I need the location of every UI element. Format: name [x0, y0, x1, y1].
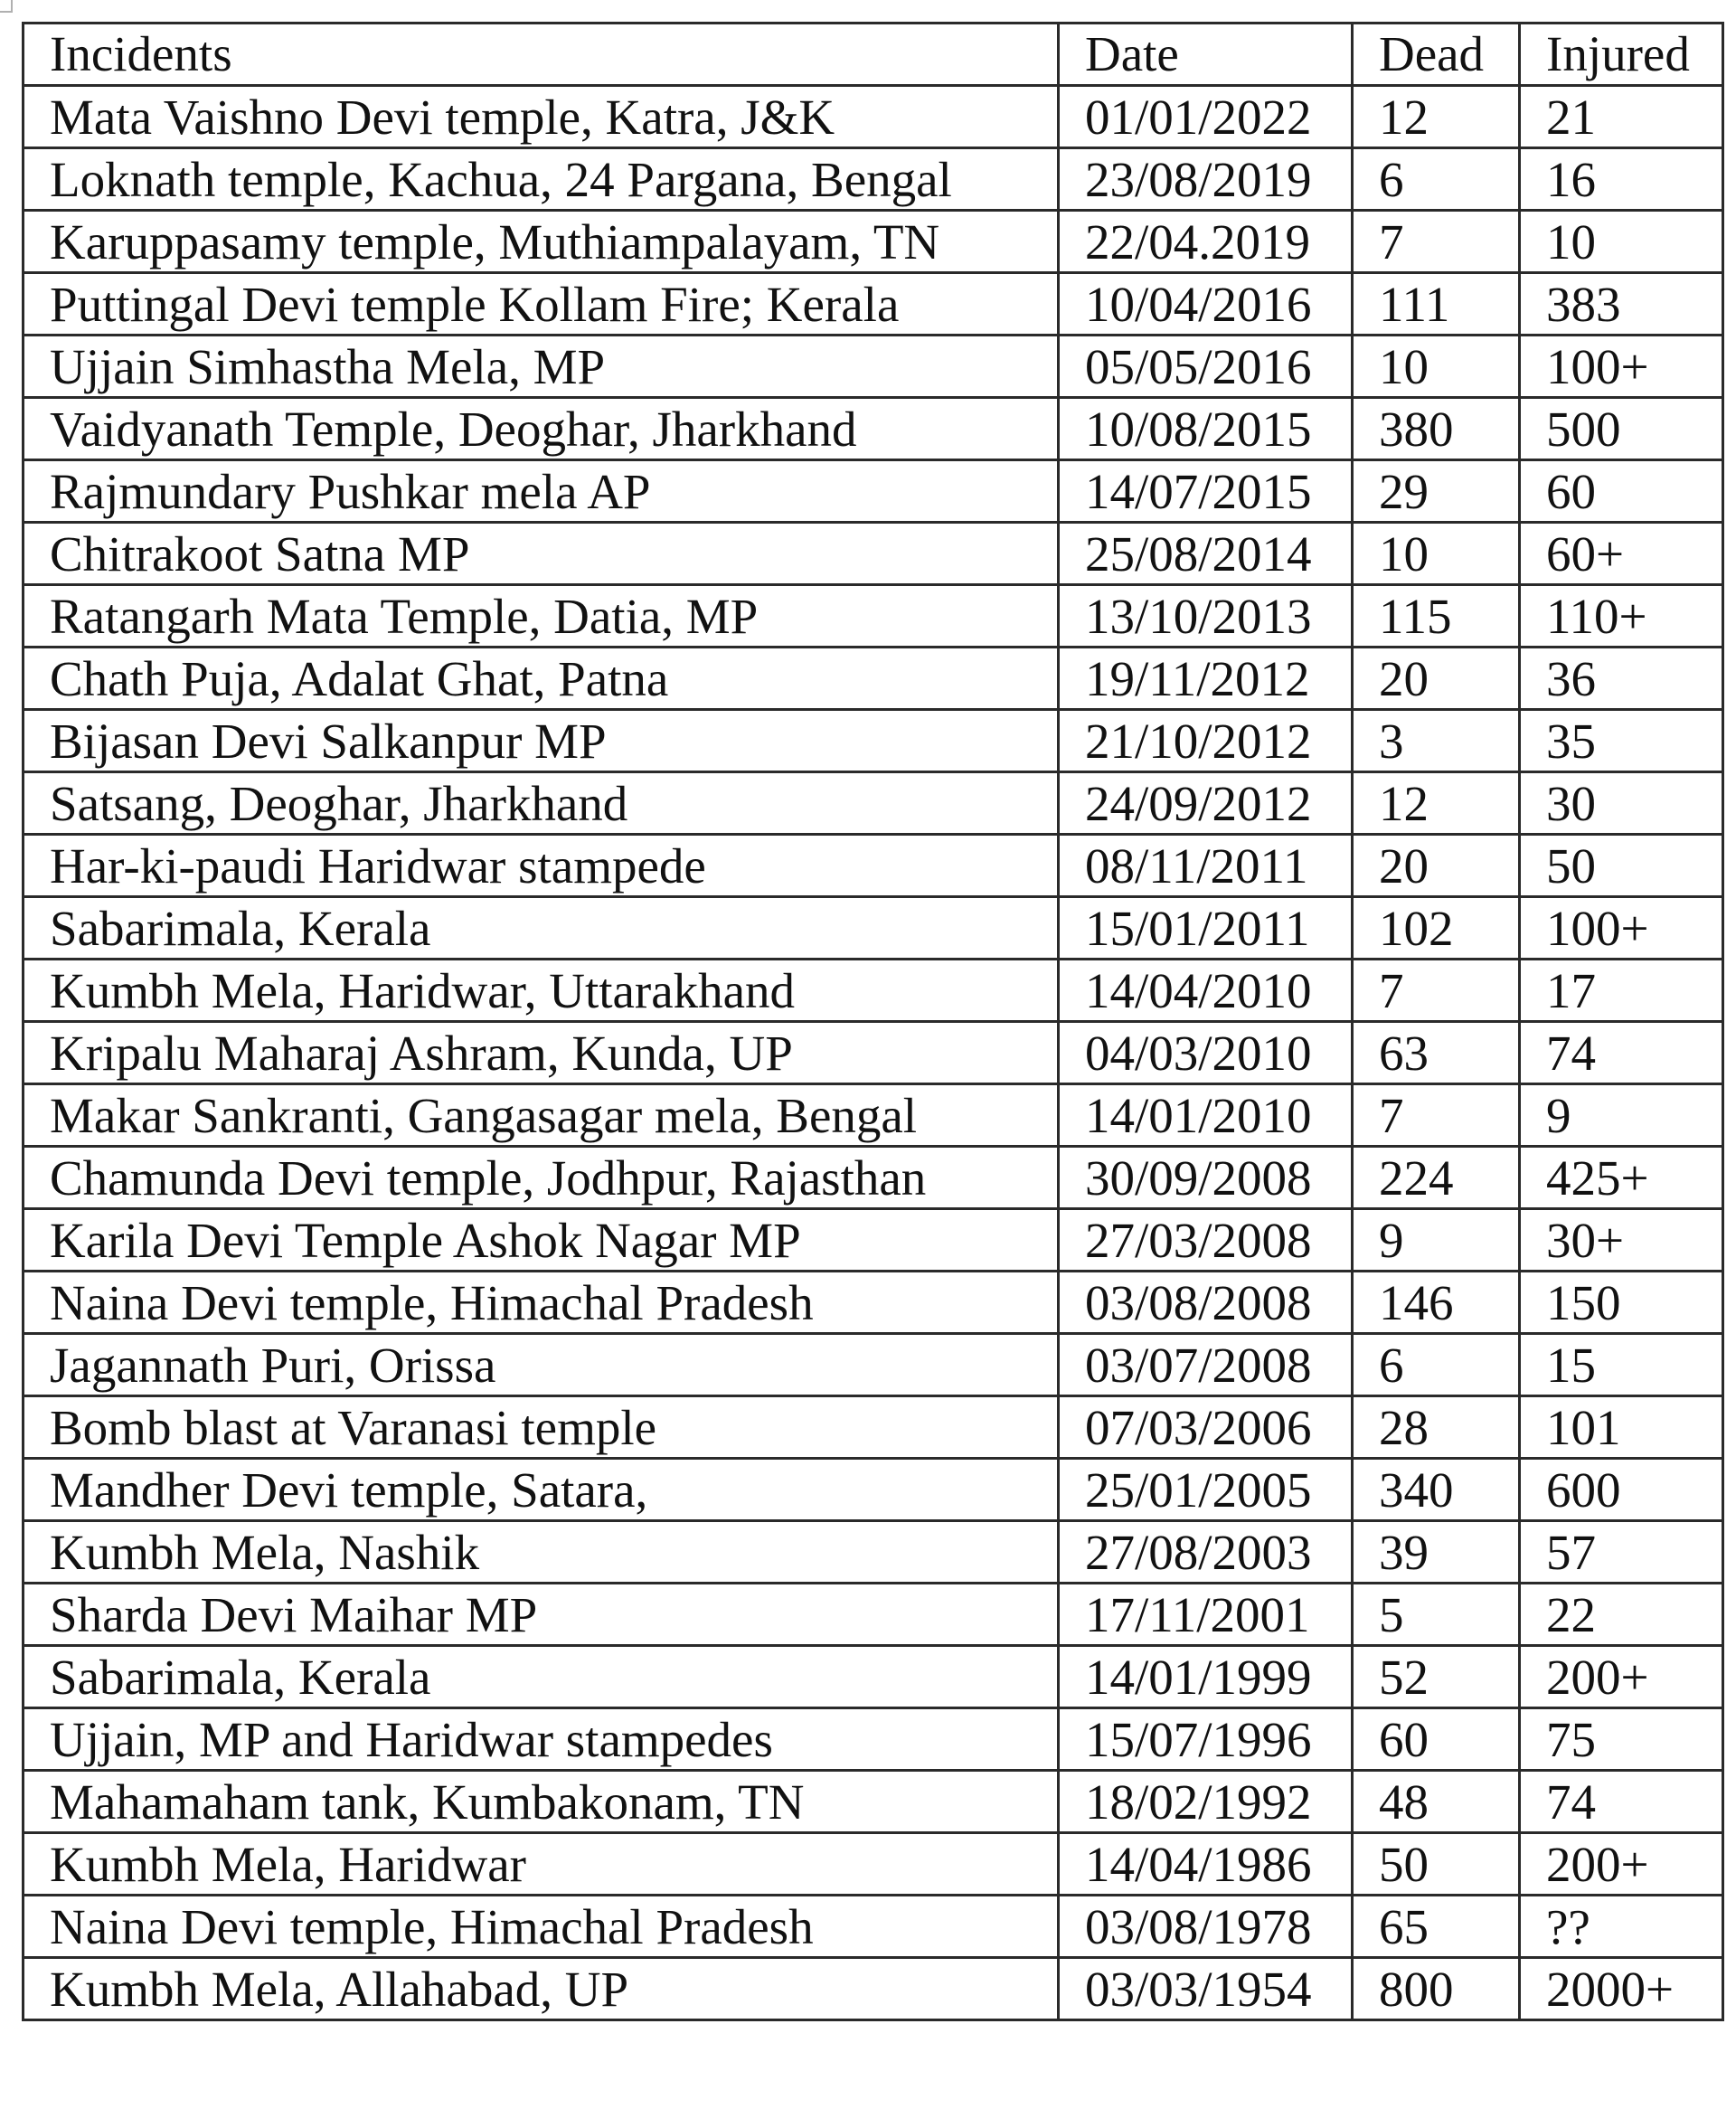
cell-dead: 800: [1353, 1958, 1520, 2020]
cell-dead: 28: [1353, 1396, 1520, 1459]
cell-date: 17/11/2001: [1059, 1584, 1353, 1646]
cell-incident: Chitrakoot Satna MP: [24, 523, 1059, 585]
cell-injured: 22: [1520, 1584, 1723, 1646]
table-row: [24, 1521, 1723, 1584]
cell-date: 07/03/2006: [1059, 1396, 1353, 1459]
table-row: [24, 1584, 1723, 1646]
cell-dead: 146: [1353, 1272, 1520, 1334]
cell-dead: 10: [1353, 336, 1520, 398]
cell-date: 10/04/2016: [1059, 273, 1353, 336]
cell-injured: ??: [1520, 1896, 1723, 1958]
cell-date: 23/08/2019: [1059, 148, 1353, 211]
cell-incident: Jagannath Puri, Orissa: [24, 1334, 1059, 1396]
table-row: [24, 211, 1723, 273]
cell-injured: 17: [1520, 960, 1723, 1022]
cell-dead: 52: [1353, 1646, 1520, 1708]
cell-incident: Rajmundary Pushkar mela AP: [24, 460, 1059, 523]
cell-incident: Kripalu Maharaj Ashram, Kunda, UP: [24, 1022, 1059, 1084]
cell-incident: Kumbh Mela, Allahabad, UP: [24, 1958, 1059, 2020]
cell-injured: 36: [1520, 648, 1723, 710]
cell-dead: 65: [1353, 1896, 1520, 1958]
cell-injured: 110+: [1520, 585, 1723, 648]
cell-date: 03/03/1954: [1059, 1958, 1353, 2020]
cell-date: 01/01/2022: [1059, 86, 1353, 148]
cell-injured: 30+: [1520, 1209, 1723, 1272]
cell-injured: 10: [1520, 211, 1723, 273]
cell-incident: Puttingal Devi temple Kollam Fire; Kerala: [24, 273, 1059, 336]
header-dead: Dead: [1353, 24, 1520, 86]
table-row: [24, 1958, 1723, 2020]
cell-injured: 2000+: [1520, 1958, 1723, 2020]
cell-injured: 200+: [1520, 1646, 1723, 1708]
table-row: [24, 1459, 1723, 1521]
cell-injured: 21: [1520, 86, 1723, 148]
cell-incident: Mandher Devi temple, Satara,: [24, 1459, 1059, 1521]
cell-incident: Sharda Devi Maihar MP: [24, 1584, 1059, 1646]
table-row: [24, 148, 1723, 211]
cell-dead: 7: [1353, 960, 1520, 1022]
cell-incident: Makar Sankranti, Gangasagar mela, Bengal: [24, 1084, 1059, 1147]
cell-dead: 111: [1353, 273, 1520, 336]
cell-date: 22/04.2019: [1059, 211, 1353, 273]
cell-date: 14/04/2010: [1059, 960, 1353, 1022]
header-row: [24, 24, 1723, 86]
table-row: [24, 460, 1723, 523]
cell-incident: Bijasan Devi Salkanpur MP: [24, 710, 1059, 772]
cell-dead: 12: [1353, 772, 1520, 835]
cell-dead: 12: [1353, 86, 1520, 148]
cell-date: 14/04/1986: [1059, 1833, 1353, 1896]
cell-date: 05/05/2016: [1059, 336, 1353, 398]
header-date: Date: [1059, 24, 1353, 86]
table-row: [24, 1896, 1723, 1958]
header-incidents: Incidents: [24, 24, 1059, 86]
cell-date: 08/11/2011: [1059, 835, 1353, 897]
cell-injured: 60+: [1520, 523, 1723, 585]
cell-incident: Kumbh Mela, Nashik: [24, 1521, 1059, 1584]
cell-injured: 74: [1520, 1771, 1723, 1833]
table-row: [24, 273, 1723, 336]
cell-date: 30/09/2008: [1059, 1147, 1353, 1209]
table-row: [24, 1209, 1723, 1272]
cell-injured: 425+: [1520, 1147, 1723, 1209]
cell-injured: 75: [1520, 1708, 1723, 1771]
cell-dead: 380: [1353, 398, 1520, 460]
cell-incident: Ujjain, MP and Haridwar stampedes: [24, 1708, 1059, 1771]
cell-incident: Har-ki-paudi Haridwar stampede: [24, 835, 1059, 897]
table-row: [24, 710, 1723, 772]
cell-date: 14/01/1999: [1059, 1646, 1353, 1708]
table-row: [24, 772, 1723, 835]
table-row: [24, 1833, 1723, 1896]
table-body: [24, 86, 1723, 2020]
cell-incident: Ujjain Simhastha Mela, MP: [24, 336, 1059, 398]
cell-incident: Vaidyanath Temple, Deoghar, Jharkhand: [24, 398, 1059, 460]
cell-dead: 10: [1353, 523, 1520, 585]
cell-incident: Chath Puja, Adalat Ghat, Patna: [24, 648, 1059, 710]
cell-date: 10/08/2015: [1059, 398, 1353, 460]
table-row: [24, 1396, 1723, 1459]
cell-injured: 60: [1520, 460, 1723, 523]
cell-dead: 20: [1353, 648, 1520, 710]
table-row: [24, 523, 1723, 585]
cell-date: 03/07/2008: [1059, 1334, 1353, 1396]
cell-date: 14/01/2010: [1059, 1084, 1353, 1147]
incidents-table: [22, 22, 1724, 2021]
cell-incident: Sabarimala, Kerala: [24, 897, 1059, 960]
cell-dead: 20: [1353, 835, 1520, 897]
cell-incident: Karuppasamy temple, Muthiampalayam, TN: [24, 211, 1059, 273]
cell-injured: 101: [1520, 1396, 1723, 1459]
cell-dead: 340: [1353, 1459, 1520, 1521]
table-row: [24, 1084, 1723, 1147]
cell-date: 15/07/1996: [1059, 1708, 1353, 1771]
cell-dead: 5: [1353, 1584, 1520, 1646]
table-row: [24, 1022, 1723, 1084]
cell-dead: 6: [1353, 1334, 1520, 1396]
cell-dead: 60: [1353, 1708, 1520, 1771]
cell-date: 27/03/2008: [1059, 1209, 1353, 1272]
cell-date: 21/10/2012: [1059, 710, 1353, 772]
table-row: [24, 1147, 1723, 1209]
cell-dead: 39: [1353, 1521, 1520, 1584]
table-row: [24, 1646, 1723, 1708]
cell-incident: Karila Devi Temple Ashok Nagar MP: [24, 1209, 1059, 1272]
cell-incident: Sabarimala, Kerala: [24, 1646, 1059, 1708]
table-row: [24, 897, 1723, 960]
header-injured: Injured: [1520, 24, 1723, 86]
cell-incident: Kumbh Mela, Haridwar: [24, 1833, 1059, 1896]
cell-injured: 9: [1520, 1084, 1723, 1147]
cell-injured: 200+: [1520, 1833, 1723, 1896]
cell-injured: 383: [1520, 273, 1723, 336]
table-row: [24, 585, 1723, 648]
cell-dead: 3: [1353, 710, 1520, 772]
table-row: [24, 835, 1723, 897]
table-row: [24, 1334, 1723, 1396]
cell-incident: Kumbh Mela, Haridwar, Uttarakhand: [24, 960, 1059, 1022]
cell-date: 15/01/2011: [1059, 897, 1353, 960]
cell-injured: 100+: [1520, 897, 1723, 960]
table-row: [24, 1771, 1723, 1833]
cell-date: 19/11/2012: [1059, 648, 1353, 710]
cell-injured: 74: [1520, 1022, 1723, 1084]
cell-incident: Ratangarh Mata Temple, Datia, MP: [24, 585, 1059, 648]
cell-incident: Chamunda Devi temple, Jodhpur, Rajasthan: [24, 1147, 1059, 1209]
cell-dead: 7: [1353, 1084, 1520, 1147]
cell-date: 03/08/2008: [1059, 1272, 1353, 1334]
cell-injured: 16: [1520, 148, 1723, 211]
cell-injured: 100+: [1520, 336, 1723, 398]
cell-date: 14/07/2015: [1059, 460, 1353, 523]
cell-dead: 48: [1353, 1771, 1520, 1833]
cell-date: 27/08/2003: [1059, 1521, 1353, 1584]
cell-injured: 35: [1520, 710, 1723, 772]
cell-date: 13/10/2013: [1059, 585, 1353, 648]
cell-injured: 30: [1520, 772, 1723, 835]
cell-dead: 9: [1353, 1209, 1520, 1272]
cell-dead: 6: [1353, 148, 1520, 211]
cell-incident: Mata Vaishno Devi temple, Katra, J&K: [24, 86, 1059, 148]
cell-incident: Satsang, Deoghar, Jharkhand: [24, 772, 1059, 835]
cell-injured: 600: [1520, 1459, 1723, 1521]
table-row: [24, 86, 1723, 148]
table-row: [24, 398, 1723, 460]
table-row: [24, 960, 1723, 1022]
cell-dead: 50: [1353, 1833, 1520, 1896]
cell-incident: Loknath temple, Kachua, 24 Pargana, Bengal: [24, 148, 1059, 211]
cell-date: 03/08/1978: [1059, 1896, 1353, 1958]
table-row: [24, 648, 1723, 710]
cell-dead: 102: [1353, 897, 1520, 960]
cell-date: 04/03/2010: [1059, 1022, 1353, 1084]
corner-mark: [0, 0, 13, 13]
cell-incident: Naina Devi temple, Himachal Pradesh: [24, 1896, 1059, 1958]
cell-dead: 115: [1353, 585, 1520, 648]
table-row: [24, 336, 1723, 398]
cell-incident: Bomb blast at Varanasi temple: [24, 1396, 1059, 1459]
cell-dead: 224: [1353, 1147, 1520, 1209]
cell-dead: 63: [1353, 1022, 1520, 1084]
cell-date: 25/01/2005: [1059, 1459, 1353, 1521]
cell-dead: 7: [1353, 211, 1520, 273]
cell-injured: 500: [1520, 398, 1723, 460]
cell-date: 18/02/1992: [1059, 1771, 1353, 1833]
cell-injured: 50: [1520, 835, 1723, 897]
cell-date: 24/09/2012: [1059, 772, 1353, 835]
table-row: [24, 1708, 1723, 1771]
cell-dead: 29: [1353, 460, 1520, 523]
cell-injured: 150: [1520, 1272, 1723, 1334]
cell-date: 25/08/2014: [1059, 523, 1353, 585]
cell-injured: 15: [1520, 1334, 1723, 1396]
cell-incident: Naina Devi temple, Himachal Pradesh: [24, 1272, 1059, 1334]
cell-incident: Mahamaham tank, Kumbakonam, TN: [24, 1771, 1059, 1833]
cell-injured: 57: [1520, 1521, 1723, 1584]
table-row: [24, 1272, 1723, 1334]
